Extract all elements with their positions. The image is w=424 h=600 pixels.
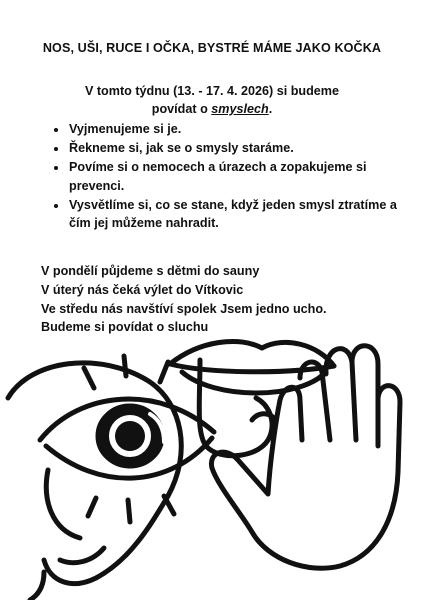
intro-text <box>40 82 384 118</box>
mouth-icon <box>170 341 334 393</box>
topic-list <box>48 120 398 234</box>
list-item: • Řekneme si, jak se o smysly staráme. <box>68 139 398 158</box>
eye-icon <box>40 356 214 522</box>
list-item: • Vysvětlíme si, co se stane, když jeden smysl ztratíme a čím jej můžeme nahradit. <box>68 196 398 233</box>
intro-suffix: . <box>268 102 273 116</box>
list-item: • Vyjmenujeme si je. <box>68 120 398 139</box>
intro-line-1: V tomto týdnu (13. - 17. 4. 2026) si budeme <box>84 84 340 98</box>
senses-illustration <box>0 330 424 600</box>
intro-line-2 <box>40 100 384 118</box>
weekly-schedule <box>41 262 401 337</box>
schedule-monday: V pondělí půjdeme s dětmi do sauny <box>41 264 260 278</box>
intro-prefix: povídat o <box>151 102 212 116</box>
poster-title: NOS, UŠI, RUCE I OČKA, BYSTRÉ MÁME JAKO KOČKA <box>42 41 382 55</box>
schedule-tuesday: V úterý nás čeká výlet do Vítkovic <box>41 282 244 297</box>
schedule-wednesday: Ve středu nás navštíví spolek Jsem jedno ucho. <box>41 301 327 316</box>
intro-emphasis: smyslech <box>211 102 269 116</box>
ear-icon <box>8 363 181 600</box>
list-item: • Povíme si o nemocech a úrazech a zopakujeme si prevenci. <box>68 158 398 195</box>
schedule-wednesday-topic: Budeme si povídat o sluchu <box>41 320 209 335</box>
